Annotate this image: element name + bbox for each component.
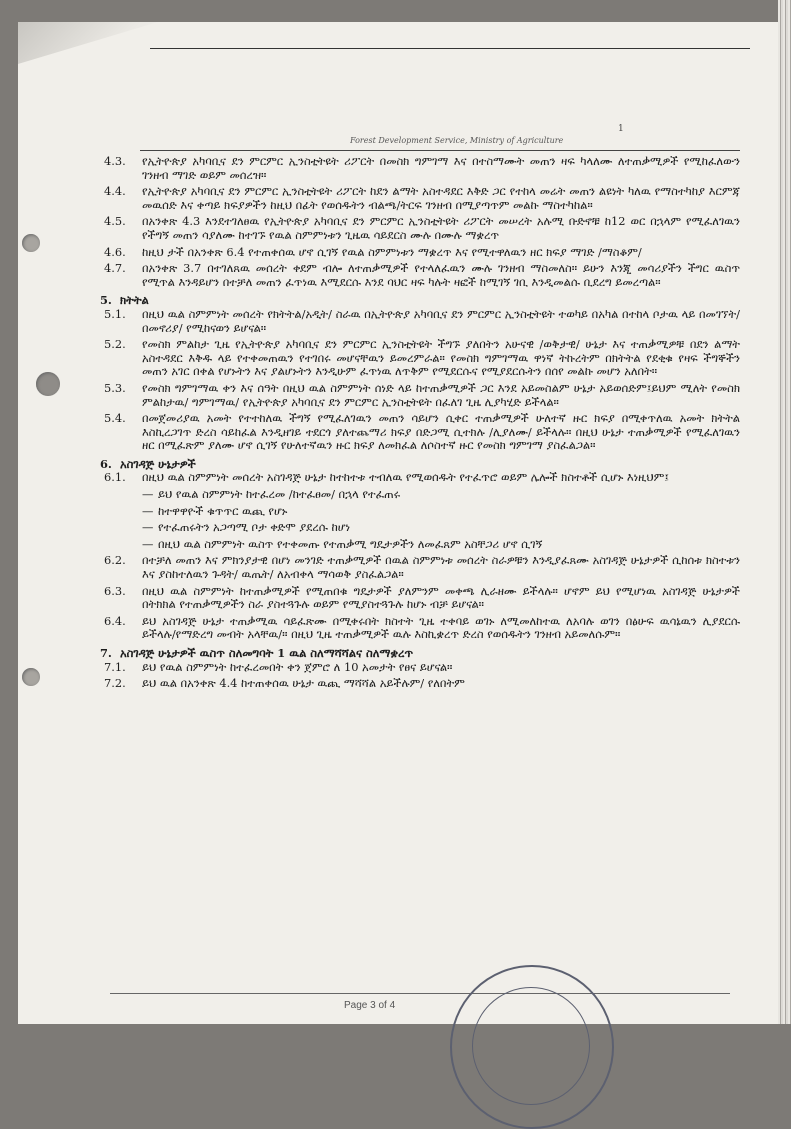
clause-item <box>100 155 740 182</box>
punch-hole-middle <box>36 372 60 396</box>
clause-item <box>100 308 740 335</box>
punch-hole-top <box>22 234 40 252</box>
header-rule <box>140 150 740 151</box>
clause-number: 5.1. <box>104 306 126 321</box>
sub-list-item <box>142 521 740 535</box>
top-edge-line <box>150 48 750 49</box>
clause-number: 5.4. <box>104 411 126 426</box>
clause-number: 6.4. <box>104 613 126 628</box>
clause-item <box>100 471 740 485</box>
clause-item <box>100 215 740 242</box>
sub-list-item <box>142 488 740 502</box>
section-7-heading: 7. አስገዳጅ ሁኔታዎች ዉስጥ ስለመግባት 1 ዉል ስለማሻሻልና ስለማቋረጥ <box>100 646 414 660</box>
dash-bullet: — <box>142 520 154 535</box>
clause-number: 5.3. <box>104 380 126 395</box>
clause-item <box>100 585 740 612</box>
clause-text: በዚህ ዉል ስምምነት መሰረት የክትትል/አዲት/ ስራዉ በኢትዮጵያ አካባቢና ደን ምርምር ኢንስቲትዩት ተወካይ በአካል በተከላ ቦታዉ ላይ በመገኘት/ በመኖሪያ/ የሚከናወን ይሆናል። <box>142 306 740 335</box>
footer-rule <box>110 993 730 994</box>
clause-text: ይህ ዉል በአንቀጽ 4.4 ከተጠቀሰዉ ሁኔታ ዉጪ ማሻሻል አይችሉም/ የለበትም <box>142 676 465 691</box>
clause-item <box>100 615 740 642</box>
clause-text: የኢትዮጵያ አካባቢና ደን ምርምር ኢንስቲትዩት ሪፖርት በመስክ ግምገማ እና በተስማሙት መጠን ዛፍ ካላለሙ ለተጠቃሚዎች የሚከፈለውን ገንዘብ ማገድ ወይም መሰረዝ። <box>142 154 740 182</box>
page-number: Page 3 of 4 <box>344 1000 396 1011</box>
clause-item <box>100 185 740 212</box>
clause-item <box>100 661 740 675</box>
section-6-items <box>100 471 740 485</box>
clause-item <box>100 382 740 409</box>
clause-item <box>100 554 740 581</box>
sub-list-text: ይህ የዉል ስምምነት ከተፈረመ /ከተፈፀመ/ በኋላ የተፈጠሩ <box>158 487 401 502</box>
clause-text: በዚህ ዉል ስምምነት መሰረት አስገዳጅ ሁኔታ ከተከተቱ ተብለዉ የሚወሰዱት የተፈጥሮ ወይም ሌሎች ክስተቶች ሲሆኑ እነዚህም፤ <box>142 470 669 485</box>
document-body <box>100 155 740 694</box>
section-7-items <box>100 661 740 691</box>
clause-text: በመጀመሪያዉ አመት የተተከለዉ ችግኝ የሚፈለገዉን መጠን ሳይሆን ሲቀር ተጠቃሚዎች ሁለተኛ ዙር ክፍያ በሚቀጥለዉ አመት ክትትል እስኪረጋገጥ ድረስ ሳይከፈል እንዲዘገይ ተደርጎ ያለተጨማሪ ክፍያ በድጋሚ ሲተክሉ /ሊያለሙ/ ይችላሉ። በዚህ ሁኔታ ተጠቃሚዎች የሚፈለገዉን ዘር በሚፈጽም ያለሙ ሆኖ ሲገኝ የሁለተኛዉን ዙር ክፍያ ለመክፈል ለሶስተኛ ዙር የመስክ ግምገማ ያስፈልጋል። <box>142 411 740 453</box>
clause-text: ከዚህ ታች በአንቀጽ 6.4 የተጠቀሰዉ ሆኖ ሲገኝ የዉል ስምምነቱን ማቋረጥ እና የሚተዋለዉን ዘር ክፍያ ማገድ /ማስቆም/ <box>142 244 642 259</box>
section-6-1-sublist <box>100 488 740 551</box>
sub-list-text: ከተዋዋዮች ቁጥጥር ዉጪ የሆኑ <box>158 503 288 518</box>
clause-text: የመስክ ግምገማዉ ቀን እና ሰዓት በዚህ ዉል ስምምነት ሰነድ ላይ ከተጠቃሚዎች ጋር እንደ አይመስልም ሁኔታ አይወሰድም፤ይህም ሚለት የመስክ ምልከታዉ/ ግምገማዉ/ የኢትዮጵያ አካባቢና ደን ምርምር ኢንስቲትዩት በፈለገ ጊዜ ሊያካሂድ ይችላል። <box>142 380 740 409</box>
sub-list-item <box>142 505 740 519</box>
clause-number: 4.4. <box>104 184 126 199</box>
section-4-items <box>100 155 740 289</box>
clause-text: በዚህ ዉል ስምምነት ከተጠቃሚዎች የሚጠበቁ ግዴታዎች ያለምንም መቀጫ ሊራዘሙ ይችላሉ። ሆኖም ይህ የሚሆነዉ አስገዳጅ ሁኔታዎች በትክክል የተጠቃሚዎችን ስራ ያስተጓጉሉ ወይም የሚያስተጓጉሉ ከሆኑ ብቻ ይሆናል። <box>142 583 740 612</box>
dash-bullet: — <box>142 503 154 518</box>
clause-number: 5.2. <box>104 337 126 352</box>
sub-list-item <box>142 538 740 552</box>
clause-text: ይህ አስገዳጅ ሁኔታ ተጠቃሚዉ ሳይፈጽሙ በሚቀሩበት ክስተት ጊዜ ተቀባይ ወገኑ ለሚመለከተዉ ለአባሉ ወገን በፅሁፍ ዉሳኔዉን ሊያደርሱ ይችላሉ/የማድረግ መብት አላቸዉ/። በዚህ ጊዜ ተጠቃሚዎች ዉሉ እስኪቋረጥ ድረስ የወሰዱትን ገንዘብ አይመለሱም። <box>142 613 740 642</box>
section-6-items-continued <box>100 554 740 642</box>
clause-text: ይህ የዉል ስምምነት ከተፈረመበት ቀን ጀምሮ ለ 10 አመታት የፀና ይሆናል። <box>142 659 453 674</box>
clause-text: በአንቀጽ 3.7 በተገለጸዉ መሰረት ቀደም ብሎ ለተጠቃሚዎች የተላለፈዉን ሙሉ ገንዘብ ማስመለስ። ይሁን እንጂ መሳሪያችን ችግር ዉስጥ የሚጥል እንዳይሆን በተቻለ መጠን ፈጥነዉ እሚደርሱ እንደ ባህር ዛፍ ካሉት ዛፎች ከሚገኝ ገቢ እንዲመልሱ ቢደረግ ይመረጣል። <box>142 261 740 289</box>
clause-number: 7.2. <box>104 676 126 691</box>
section-6-heading: 6. አስገዳጅ ሁኔታዎች <box>100 456 196 471</box>
clause-text: በተቻለ መጠን እና ምክንያታዊ በሆነ መንገድ ተጠቃሚዎች በዉል ስምምነቱ መሰረት ስራዎቹን እንዲያፈጸሙ አስገዳጅ ሁኔታዎች ሲከሰቱ ክስተቱን እና ያስከተለዉን ጉዳት/ ዉጤት/ ለአብቀላ ማሳወቅ ያስፈልጋል። <box>142 553 740 582</box>
dash-bullet: — <box>142 536 154 551</box>
clause-number: 6.1. <box>104 470 126 485</box>
dash-bullet: — <box>142 487 154 502</box>
clause-number: 4.5. <box>104 214 126 229</box>
clause-text: በአንቀጽ 4.3 እንደተገለፀዉ የኢትዮጵያ አካባቢና ደን ምርምር ኢንስቲትዩት ሪፖርት መሠረት አሉሚ ቡድኖቹ ከ12 ወር በኋላም የሚፈለገዉን የችግኝ መጠን ሳያለሙ ከተገኙ የዉል ስምምነቱን ጊዜዉ ሳይደርስ ሙሉ በሙሉ ማቋረጥ <box>142 214 740 242</box>
page-marker: 1 <box>618 124 624 134</box>
clause-number: 4.3. <box>104 154 126 168</box>
clause-number: 6.2. <box>104 553 126 568</box>
section-5-items <box>100 308 740 453</box>
clause-number: 7.1. <box>104 659 126 674</box>
official-stamp <box>450 965 614 1129</box>
stamp-inner-ring <box>472 987 590 1105</box>
clause-number: 4.7. <box>104 261 126 276</box>
sub-list-text: በዚህ ዉል ስምምነት ዉስጥ የተቀመጡ የተጠቃሚ ግዴታዎችን ለመፈጸም አስቸጋሪ ሆኖ ሲገኝ <box>158 536 543 551</box>
sub-list-text: የተፈጠሩትን አጋጣሚ ቦታ ቀድሞ ያደረሱ ከሆነ <box>158 520 351 535</box>
stacked-pages-edge <box>778 0 791 1024</box>
punch-hole-bottom <box>22 668 40 686</box>
clause-text: የኢትዮጵያ አካባቢና ደን ምርምር ኢንስቲትዩት ሪፖርት ከደን ልማት አስተዳደር እቅድ ጋር የተከላ መሬት መጠን ልዩነት ካለዉ የማስተካከያ እርምጃ መዉሰድ እና ቀጣይ ክፍያዎችን ከዚህ በፊት የወሰዱትን ብልጫ/ትርፍ ገንዘብ በሚያጣጥም መልኩ ማስተካከል። <box>142 184 740 212</box>
clause-item <box>100 246 740 260</box>
header-note: Forest Development Service, Ministry of Agriculture <box>350 136 564 145</box>
clause-item <box>100 677 740 691</box>
clause-number: 4.6. <box>104 244 126 259</box>
clause-item <box>100 338 740 379</box>
clause-number: 6.3. <box>104 583 126 598</box>
section-5-heading: 5. ክትትል <box>100 293 149 308</box>
clause-item <box>100 262 740 289</box>
clause-text: የመስክ ምልከታ ጊዜ የኢትዮጵያ አካባቢና ደን ምርምር ኢንስቲትዩት ችግኙ ያለበትን አሁናዊ /ወቅታዊ/ ሁኔታ እና ተጠቃሚዎቹ በደን ልማት አስተዳደር እቅዱ ላይ የተቀመጠዉን የተገበሩ መሆናቸዉን ይመረምራል። የመስክ ግምገማዉ ዋነኛ ትኩረትም በክትትል የደቂቁ የዛፍ ችግኞችን መጠን አገር በቀል የሆኑትን እና ያልሆኑትን እንዲሁም ፈጥነዉ ለጥቅም የሚደርሱና የሚያደርሱትን በሰየ መልኩ መሆን አለበት። <box>142 337 740 379</box>
clause-item <box>100 412 740 453</box>
